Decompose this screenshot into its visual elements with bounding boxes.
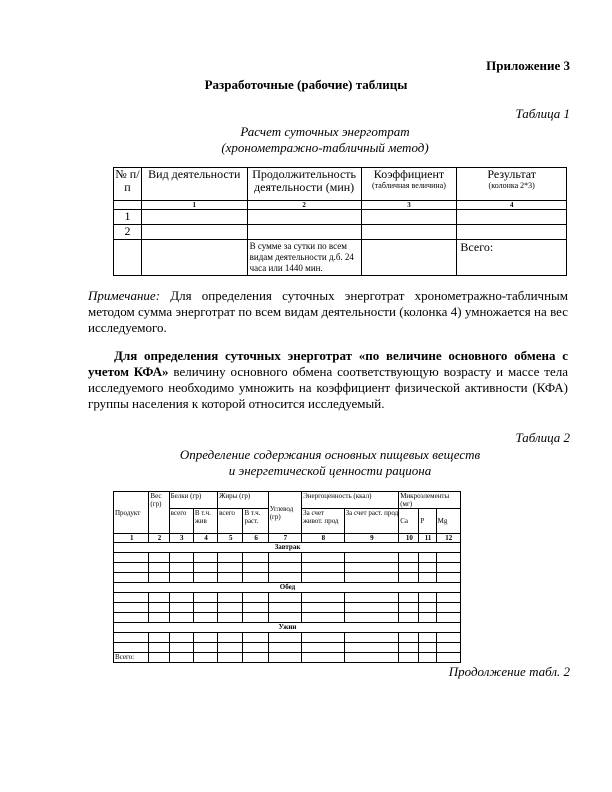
note-label: Примечание: [88, 288, 161, 303]
coefficient-label: Коэффициент [373, 167, 445, 181]
table-row [114, 210, 567, 225]
header-proteins: Белки (гр) [169, 492, 218, 509]
table2-colnum: 6 [243, 534, 268, 543]
table-row [114, 573, 461, 583]
header-weight: Вес (гр) [149, 492, 169, 534]
header-energy: Энергоценность (ккал) [302, 492, 399, 509]
note-text: Для определения суточных энерготрат хронометражно-табличным методом сумма энерготрат по всем видам деятельности (колонка 4) умножается на вес исследуемого. [88, 288, 568, 335]
header-proteins-total: всего [169, 509, 193, 534]
method-paragraph [88, 348, 568, 412]
total-label: Всего: [457, 240, 567, 276]
header-p: P [419, 509, 436, 534]
table1-header-result [457, 168, 567, 201]
table-row [114, 593, 461, 603]
table2-colnum: 2 [149, 534, 169, 543]
appendix-label: Приложение 3 [486, 58, 570, 73]
section-row-lunch [114, 583, 461, 593]
section-label: Обед [114, 583, 461, 593]
continuation-label: Продолжение табл. 2 [448, 664, 570, 679]
header-energy-animal: За счет живот. прод [302, 509, 344, 534]
row-number: 2 [114, 225, 142, 240]
table1-caption-line2: (хронометражно-табличный метод) [221, 140, 429, 155]
table1-header-row [114, 168, 567, 201]
header-energy-plant: За счет раст. прод [344, 509, 399, 534]
total-note: В сумме за сутки по всем видам деятельности д.б. 24 часа или 1440 мин. [247, 240, 361, 276]
table1-colnum: 3 [361, 201, 457, 210]
section-row-breakfast [114, 543, 461, 553]
table1-header-duration: Продолжительность деятельности (мин) [247, 168, 361, 201]
table1-colnum: 4 [457, 201, 567, 210]
table2-colnum: 12 [436, 534, 460, 543]
table-row [114, 643, 461, 653]
section-label: Ужин [114, 623, 461, 633]
table2-colnum: 8 [302, 534, 344, 543]
table2-colnum: 9 [344, 534, 399, 543]
header-proteins-animal: В т.ч. жив [193, 509, 217, 534]
table-row [114, 633, 461, 643]
table1-colnum: 2 [247, 201, 361, 210]
table2-caption-line2: и энергетической ценности рациона [228, 463, 432, 478]
header-ca: Ca [399, 509, 419, 534]
table2-label: Таблица 2 [515, 430, 570, 445]
table-row [114, 563, 461, 573]
table2-colnum: 3 [169, 534, 193, 543]
result-note: (колонка 2*3) [488, 181, 535, 190]
header-fats-total: всего [218, 509, 243, 534]
header-mg: Mg [436, 509, 460, 534]
table-row [114, 225, 567, 240]
header-fats-plant: В т.ч. раст. [243, 509, 268, 534]
table-row [114, 603, 461, 613]
table-row [114, 553, 461, 563]
table2-colnum: 7 [268, 534, 301, 543]
table1-label: Таблица 1 [515, 106, 570, 121]
nutrients-table [113, 491, 461, 663]
section-label: Завтрак [114, 543, 461, 553]
table2-colnum: 10 [399, 534, 419, 543]
table2-colnum: 4 [193, 534, 217, 543]
table2-column-numbers [114, 534, 461, 543]
note-paragraph [88, 288, 568, 336]
table2-header-row1 [114, 492, 461, 509]
section-row-dinner [114, 623, 461, 633]
result-label: Результат [487, 167, 536, 181]
table2-caption-line1: Определение содержания основных пищевых веществ [179, 447, 481, 462]
total-label: Всего: [114, 653, 149, 663]
header-product: Продукт [114, 492, 149, 534]
table1-total-row [114, 240, 567, 276]
header-micro: Микроэлементы (мг) [399, 492, 461, 509]
table2-colnum: 1 [114, 534, 149, 543]
row-number: 1 [114, 210, 142, 225]
table1-header-activity: Вид деятельности [141, 168, 247, 201]
table-row [114, 613, 461, 623]
page-title: Разработочные (рабочие) таблицы [204, 77, 408, 92]
energy-expenditure-table [113, 167, 567, 276]
header-carbs: Углевод (гр) [268, 492, 301, 534]
table2-colnum: 11 [419, 534, 436, 543]
header-fats: Жиры (гр) [218, 492, 269, 509]
table1-header-no: № п/п [114, 168, 142, 201]
table2-total-row [114, 653, 461, 663]
method-bold-text: Для определения суточных энерготрат «по величине основного обмена с учетом КФА» [88, 348, 568, 379]
table1-header-coefficient [361, 168, 457, 201]
table1-column-numbers [114, 201, 567, 210]
method-text: величину основного обмена соответствующую возрасту и массе тела исследуемого необходимо умножить на коэффициент физической активности (КФА) группы населения к которой относится исследуемый. [88, 364, 568, 411]
coefficient-note: (табличная величина) [372, 181, 446, 190]
table1-caption-line1: Расчет суточных энерготрат [240, 124, 410, 139]
table2-colnum: 5 [218, 534, 243, 543]
table1-colnum: 1 [141, 201, 247, 210]
